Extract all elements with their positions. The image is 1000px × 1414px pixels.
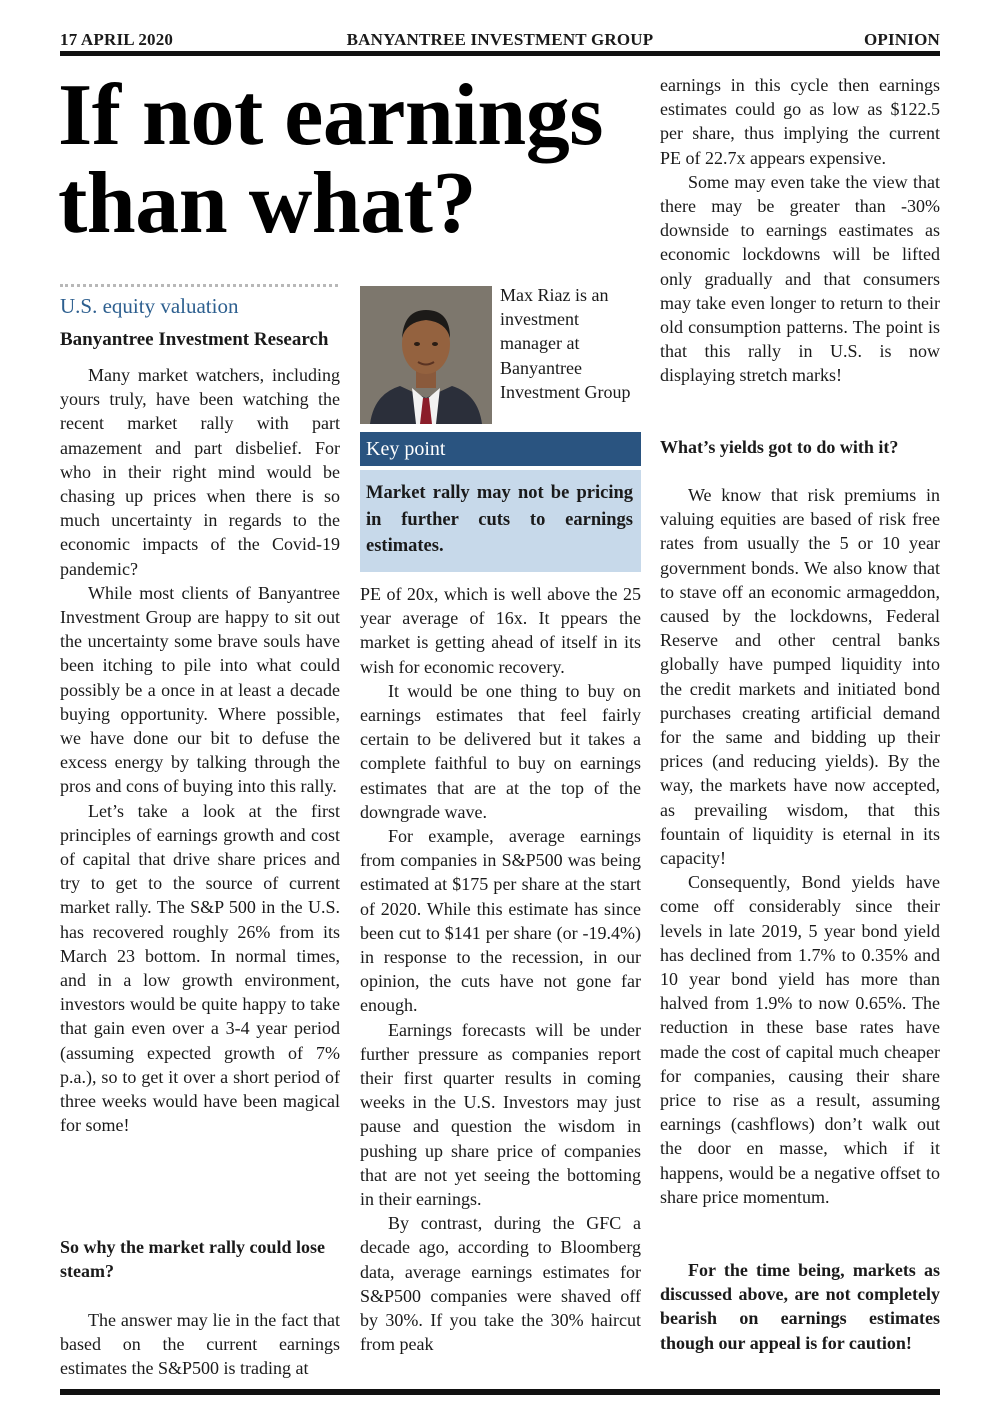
section-label: OPINION (863, 30, 940, 49)
paragraph: We know that risk premiums in valuing equities are based of risk free rates from usually the 5 or 10 year government bonds. We also know that to stave off an economic armageddon, caused by the lockdowns, Federal Reserve and other central banks globally have pumped liquidity into the credit markets and initiated bond purchases creating artificial demand for the same and bidding up their prices (and reducing yields). By the way, the markets have now accepted, as prevailing wisdom, that this fountain of liquidity is eternal in its capacity! (660, 485, 940, 869)
paragraph: While most clients of Banyantree Investment Group are happy to sit out the uncertainty some brave souls have been itching to pile into what could possibly be a once in at least a decade buying opportunity. Where possible, we have done our bit to defuse the excess energy by talking through the pros and cons of buying into this rally. (60, 582, 340, 797)
bottom-rule (60, 1389, 940, 1395)
paragraph: Earnings forecasts will be under further pressure as companies report their first quarter results in coming weeks in the U.S. Investors may just pause and question the wisdom in pushing up share price of companies that are not yet seeing the bottoming in their earnings. (360, 1019, 641, 1210)
paragraph: Consequently, Bond yields have come off considerably since their levels in late 2019, 5 year bond yield has declined from 1.7% to 0.35% and 10 year bond yield has more than halved from 1.9% to now 0.65%. The reduction in these base rates have made the cost of capital much cheaper for companies, causing their share price to rise as a result, assuming earnings (cashflows) don’t walk out the door en masse, which if it happens, would be a negative offset to share price momentum. (660, 872, 940, 1207)
paragraph: PE of 20x, which is well above the 25 year average of 16x. It ppears the market is getting ahead of itself in its wish for economic recovery. (360, 584, 641, 677)
column-1 (60, 363, 340, 1138)
paragraph: The answer may lie in the fact that based on the current earnings estimates the S&P500 is trading at (60, 1310, 340, 1379)
dotted-divider (60, 284, 338, 287)
organization-name: BANYANTREE INVESTMENT GROUP (346, 30, 654, 49)
top-rule (60, 51, 940, 56)
key-point-label: Key point (360, 432, 641, 466)
paragraph: Let’s take a look at the first principles of earnings growth and cost of capital that drive share prices and try to get to the source of current market rally. The S&P 500 in the U.S. has recovered roughly 26% from its March 23 bottom. In normal times, and in a low growth environment, investors would be quite happy to take that gain even over a 3-4 year period (assuming expected growth of 7% p.a.), so to get it over a short period of three weeks would have been magical for some! (60, 800, 340, 1136)
column-3 (660, 73, 940, 388)
headline (58, 67, 648, 252)
subheading-yields: What’s yields got to do with it? (660, 437, 899, 457)
headline-line-1: If not earnings (58, 67, 603, 164)
key-point-text: Market rally may not be pricing in further cuts to earnings estimates. (360, 470, 641, 572)
section-title: U.S. equity valuation (60, 294, 239, 318)
issue-date: 17 APRIL 2020 (60, 30, 174, 49)
author-photo (360, 286, 492, 424)
subheading-market-rally: So why the market rally could lose steam? (60, 1237, 325, 1282)
author-bio: Max Riaz is an investment manager at Banyantree Investment Group (500, 285, 631, 402)
masthead (60, 30, 940, 52)
column-2 (360, 582, 641, 1357)
paragraph: By contrast, during the GFC a decade ago, according to Bloomberg data, average earnings estimates for S&P500 companies were shaved off by 30%. If you take the 30% haircut from peak (360, 1213, 641, 1355)
paragraph: For example, average earnings from companies in S&P500 was being estimated at $175 per share at the start of 2020. While this estimate has since been cut to $141 per share (or -19.4%) in response to the recession, in our opinion, the cuts have not gone far enough. (360, 826, 641, 1016)
paragraph: Some may even take the view that there may be greater than -30% downside to earnings eastimates as economic lockdowns will be lifted only gradually and that consumers may take even longer to return to their old consumption patterns. The point is that this rally in U.S. is now displaying stretch marks! (660, 171, 940, 386)
closing-statement: For the time being, markets as discussed above, are not completely bearish on earnings estimates though our appeal is for caution! (660, 1260, 940, 1353)
headline-line-2: than what? (58, 155, 476, 252)
column-3-continued (660, 483, 940, 1209)
byline: Banyantree Investment Research (60, 329, 329, 350)
paragraph: earnings in this cycle then earnings estimates could go as low as $122.5 per share, thus implying the current PE of 22.7x appears expensive. (660, 75, 940, 168)
column-1-tail (60, 1308, 340, 1381)
paragraph: It would be one thing to buy on earnings estimates that feel fairly certain to be delivered but it takes a complete faithful to buy on earnings estimates that are at the top of the downgrade wave. (360, 680, 641, 822)
paragraph: Many market watchers, including yours truly, have been watching the recent market rally with part amazement and part disbelief. For who in their right mind would be chasing up prices when there is so much uncertainty in regards to the economic impacts of the Covid-19 pandemic? (60, 365, 340, 579)
